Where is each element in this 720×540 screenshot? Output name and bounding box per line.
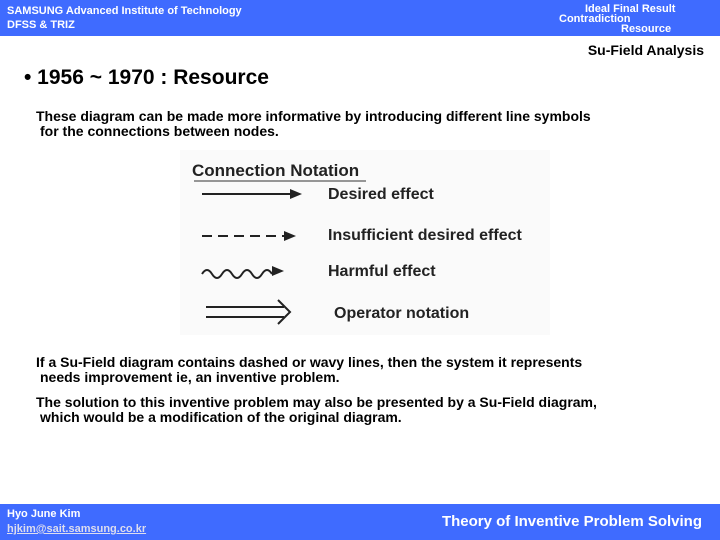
footer-title: Theory of Inventive Problem Solving <box>441 513 702 530</box>
text-line: for the connections between nodes. <box>40 123 279 139</box>
paragraph-dashed-lines <box>36 355 582 385</box>
paragraph-intro <box>36 109 591 139</box>
text-line: The solution to this inventive problem may also be presented by a Su-Field diagram, <box>36 394 597 410</box>
nav-ideal-final-result[interactable]: Ideal Final Result <box>585 3 676 15</box>
author-email-link[interactable]: hjkim@sait.samsung.co.kr <box>7 523 147 535</box>
connection-notation-figure <box>180 150 550 335</box>
footer-bar <box>0 504 720 540</box>
figure-title: Connection Notation <box>192 161 360 180</box>
nav-contradiction[interactable]: Contradiction <box>559 13 631 25</box>
text-line: If a Su-Field diagram contains dashed or wavy lines, then the system it represents <box>36 354 583 370</box>
org-name: SAMSUNG Advanced Institute of Technology <box>7 5 242 17</box>
author-name: Hyo June Kim <box>7 508 81 520</box>
label-desired-effect: Desired effect <box>328 186 434 203</box>
text-line: These diagram can be made more informative by introducing different line symbols <box>36 108 591 124</box>
nav-resource[interactable]: Resource <box>621 23 672 35</box>
section-title: Su-Field Analysis <box>587 42 704 58</box>
text-line: which would be a modification of the original diagram. <box>40 409 402 425</box>
text-line: needs improvement ie, an inventive problem. <box>40 369 340 385</box>
label-operator-notation: Operator notation <box>334 305 470 322</box>
program-name: DFSS & TRIZ <box>7 19 75 31</box>
label-insufficient-effect: Insufficient desired effect <box>328 227 522 244</box>
header-bar <box>0 0 720 36</box>
slide-heading: • 1956 ~ 1970 : Resource <box>24 66 269 89</box>
paragraph-solution <box>36 395 597 425</box>
label-harmful-effect: Harmful effect <box>328 263 436 280</box>
